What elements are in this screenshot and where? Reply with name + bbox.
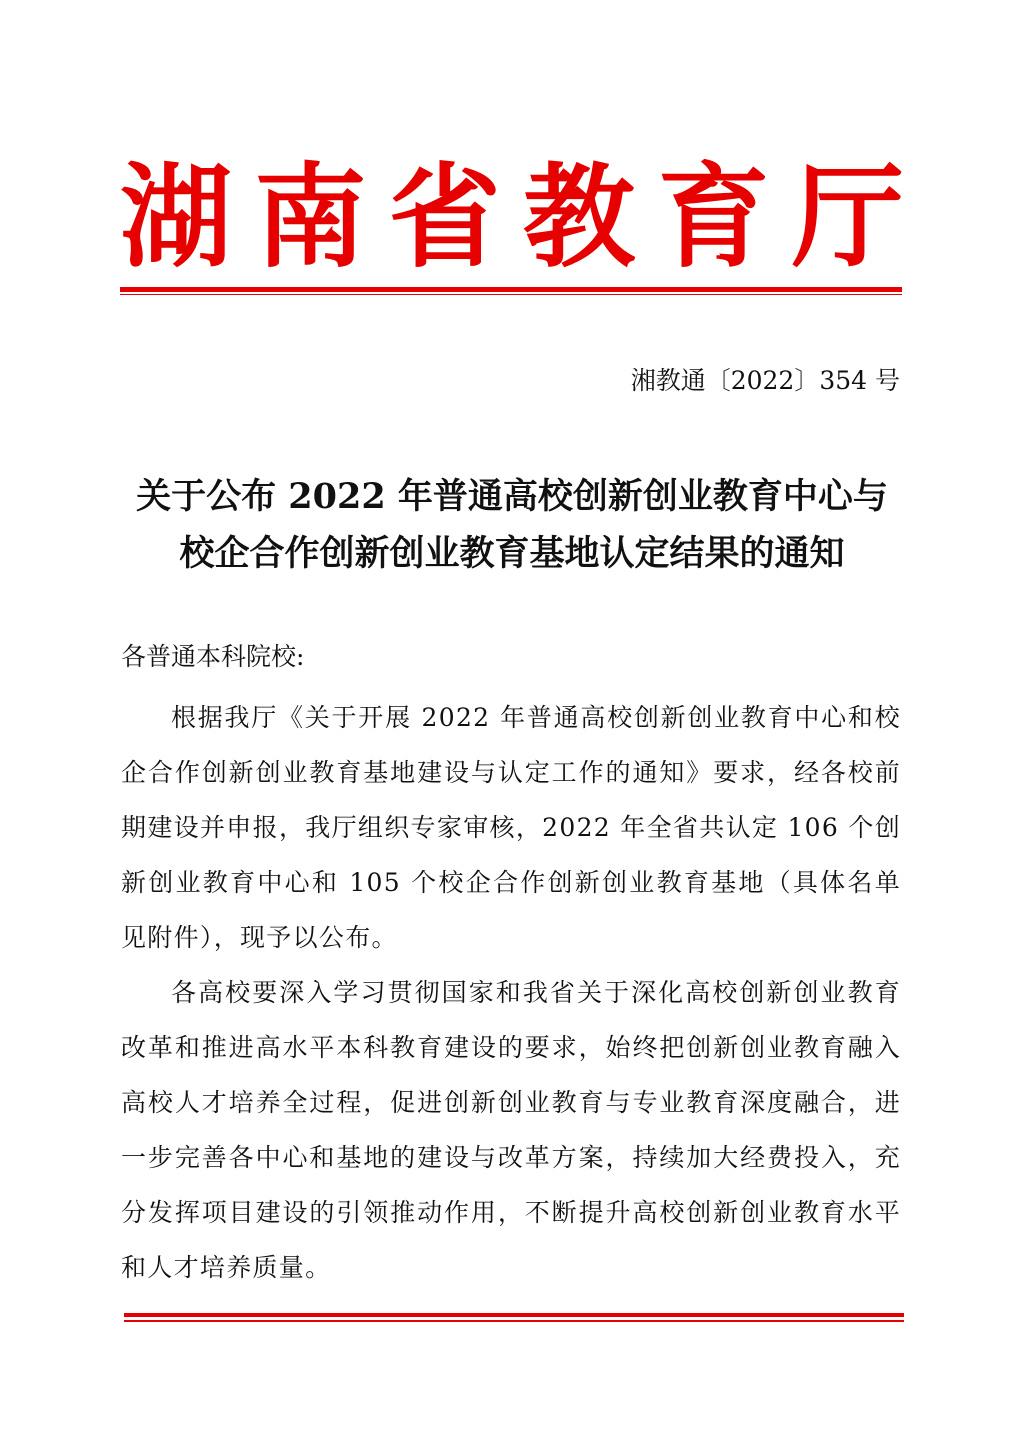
title-line: 校企合作创新创业教育基地认定结果的通知 xyxy=(179,533,845,574)
body-paragraph: 根据我厅《关于开展 2022 年普通高校创新创业教育中心和校企合作创新创业教育基地建设与认定工作的通知》要求，经各校前期建设并申报，我厅组织专家审核，2022 年全省共认定 106 个创新创业教育中心和 105 个校企合作创新创业教育基地（具体名单见附件），现予以公布。 xyxy=(121,703,901,952)
masthead-char: 厅 xyxy=(791,152,904,283)
document-number: 湘教通〔2022〕354 号 xyxy=(630,366,900,395)
body-paragraph: 各高校要深入学习贯彻国家和我省关于深化高校创新创业教育改革和推进高水平本科教育建设的要求，始终把创新创业教育融入高校人才培养全过程，促进创新创业教育与专业教育深度融合，进一步完善各中心和基地的建设与改革方案，持续加大经费投入，充分发挥项目建设的引领推动作用，不断提升高校创新创业教育水平和人才培养质量。 xyxy=(121,978,901,1282)
bottom-red-rule xyxy=(124,1313,904,1317)
masthead-char: 湖 xyxy=(120,152,232,283)
bottom-red-rule-thin xyxy=(124,1320,904,1322)
title-line: 关于公布 2022 年普通高校创新创业教育中心与 xyxy=(136,476,888,517)
masthead-char: 教 xyxy=(523,152,636,283)
masthead-title xyxy=(120,148,904,288)
salutation: 各普通本科院校: xyxy=(121,642,305,671)
masthead-char: 育 xyxy=(657,152,770,283)
masthead-char: 南 xyxy=(254,152,367,283)
top-red-rule-thin xyxy=(120,294,902,295)
document-title xyxy=(112,468,912,582)
top-red-rule xyxy=(120,287,902,292)
masthead-char: 省 xyxy=(388,152,501,283)
